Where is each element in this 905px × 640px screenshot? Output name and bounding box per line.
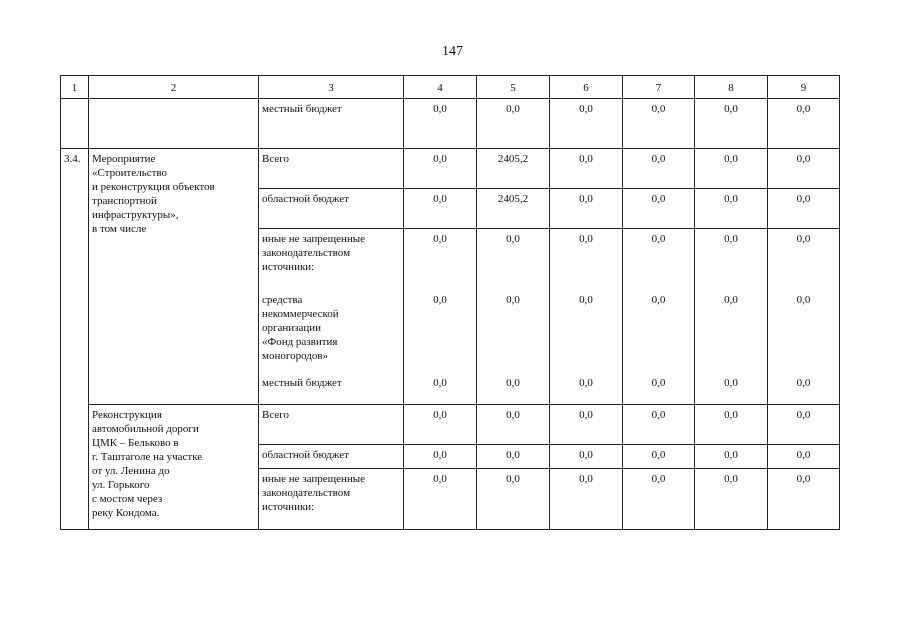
- header-cell: 9: [768, 76, 840, 99]
- value-cell: 0,0: [695, 189, 768, 229]
- value-cell: 0,0: [477, 469, 550, 530]
- value-cell: 0,0: [768, 189, 840, 229]
- funding-source-cell: иные не запрещенные законодательством источники:: [259, 229, 404, 291]
- page-number: 147: [442, 44, 463, 59]
- item-title-cell: Реконструкция автомобильной дороги ЦМК – Бельково в г. Таштаголе на участке от ул. Ленина до ул. Горького с мостом через реку Кондома.: [89, 405, 259, 530]
- value-cell: 0,0: [404, 229, 477, 291]
- funding-source-cell: областной бюджет: [259, 189, 404, 229]
- value-cell: 0,0: [404, 469, 477, 530]
- header-cell: 1: [61, 76, 89, 99]
- value-cell: 0,0: [623, 290, 695, 373]
- header-cell: 2: [89, 76, 259, 99]
- funding-source-cell: областной бюджет: [259, 445, 404, 469]
- value-cell: 0,0: [550, 469, 623, 530]
- header-cell: 4: [404, 76, 477, 99]
- value-cell: 0,0: [623, 373, 695, 405]
- value-cell: 0,0: [695, 290, 768, 373]
- table-row: [61, 99, 840, 149]
- value-cell: 0,0: [404, 149, 477, 189]
- value-cell: 0,0: [768, 469, 840, 530]
- value-cell: 0,0: [477, 290, 550, 373]
- value-cell: 0,0: [477, 405, 550, 445]
- value-cell: 0,0: [477, 229, 550, 291]
- funding-source-cell: местный бюджет: [259, 99, 404, 149]
- value-cell: 0,0: [695, 99, 768, 149]
- value-cell: 0,0: [768, 290, 840, 373]
- header-cell: 8: [695, 76, 768, 99]
- value-cell: 0,0: [623, 469, 695, 530]
- value-cell: 0,0: [768, 229, 840, 291]
- header-cell: 7: [623, 76, 695, 99]
- value-cell: 0,0: [768, 373, 840, 405]
- value-cell: 0,0: [477, 445, 550, 469]
- value-cell: 0,0: [623, 229, 695, 291]
- header-cell: 6: [550, 76, 623, 99]
- item-title-cell: [89, 99, 259, 149]
- value-cell: 0,0: [695, 469, 768, 530]
- item-number-cell: [61, 99, 89, 149]
- value-cell: 0,0: [404, 189, 477, 229]
- value-cell: 0,0: [404, 373, 477, 405]
- value-cell: 0,0: [404, 99, 477, 149]
- header-row: [61, 76, 840, 99]
- value-cell: 0,0: [550, 290, 623, 373]
- value-cell: 0,0: [623, 149, 695, 189]
- header-cell: 3: [259, 76, 404, 99]
- funding-source-cell: Всего: [259, 405, 404, 445]
- value-cell: 0,0: [768, 405, 840, 445]
- value-cell: 0,0: [623, 99, 695, 149]
- funding-source-cell: Всего: [259, 149, 404, 189]
- value-cell: 0,0: [695, 373, 768, 405]
- header-cell: 5: [477, 76, 550, 99]
- value-cell: 0,0: [695, 445, 768, 469]
- value-cell: 0,0: [695, 149, 768, 189]
- item-title-cell: Мероприятие «Строительство и реконструкция объектов транспортной инфраструктуры», в том числе: [89, 149, 259, 405]
- value-cell: 0,0: [550, 229, 623, 291]
- value-cell: 0,0: [550, 445, 623, 469]
- value-cell: 0,0: [768, 149, 840, 189]
- value-cell: 0,0: [623, 189, 695, 229]
- value-cell: 0,0: [404, 445, 477, 469]
- table-row: [61, 149, 840, 189]
- value-cell: 0,0: [550, 373, 623, 405]
- value-cell: 0,0: [550, 149, 623, 189]
- value-cell: 0,0: [404, 290, 477, 373]
- funding-source-cell: иные не запрещенные законодательством источники:: [259, 469, 404, 530]
- table-row: [61, 405, 840, 445]
- funding-source-cell: средства некоммерческой организации «Фонд развития моногородов»: [259, 290, 404, 373]
- funding-source-cell: местный бюджет: [259, 373, 404, 405]
- value-cell: 0,0: [404, 405, 477, 445]
- value-cell: 0,0: [768, 99, 840, 149]
- budget-table: [60, 75, 840, 530]
- value-cell: 0,0: [477, 99, 550, 149]
- value-cell: 0,0: [477, 373, 550, 405]
- value-cell: 0,0: [550, 99, 623, 149]
- value-cell: 0,0: [623, 445, 695, 469]
- value-cell: 0,0: [695, 405, 768, 445]
- value-cell: 2405,2: [477, 149, 550, 189]
- value-cell: 2405,2: [477, 189, 550, 229]
- value-cell: 0,0: [623, 405, 695, 445]
- value-cell: 0,0: [550, 405, 623, 445]
- value-cell: 0,0: [768, 445, 840, 469]
- item-number-cell: 3.4.: [61, 149, 89, 530]
- value-cell: 0,0: [695, 229, 768, 291]
- value-cell: 0,0: [550, 189, 623, 229]
